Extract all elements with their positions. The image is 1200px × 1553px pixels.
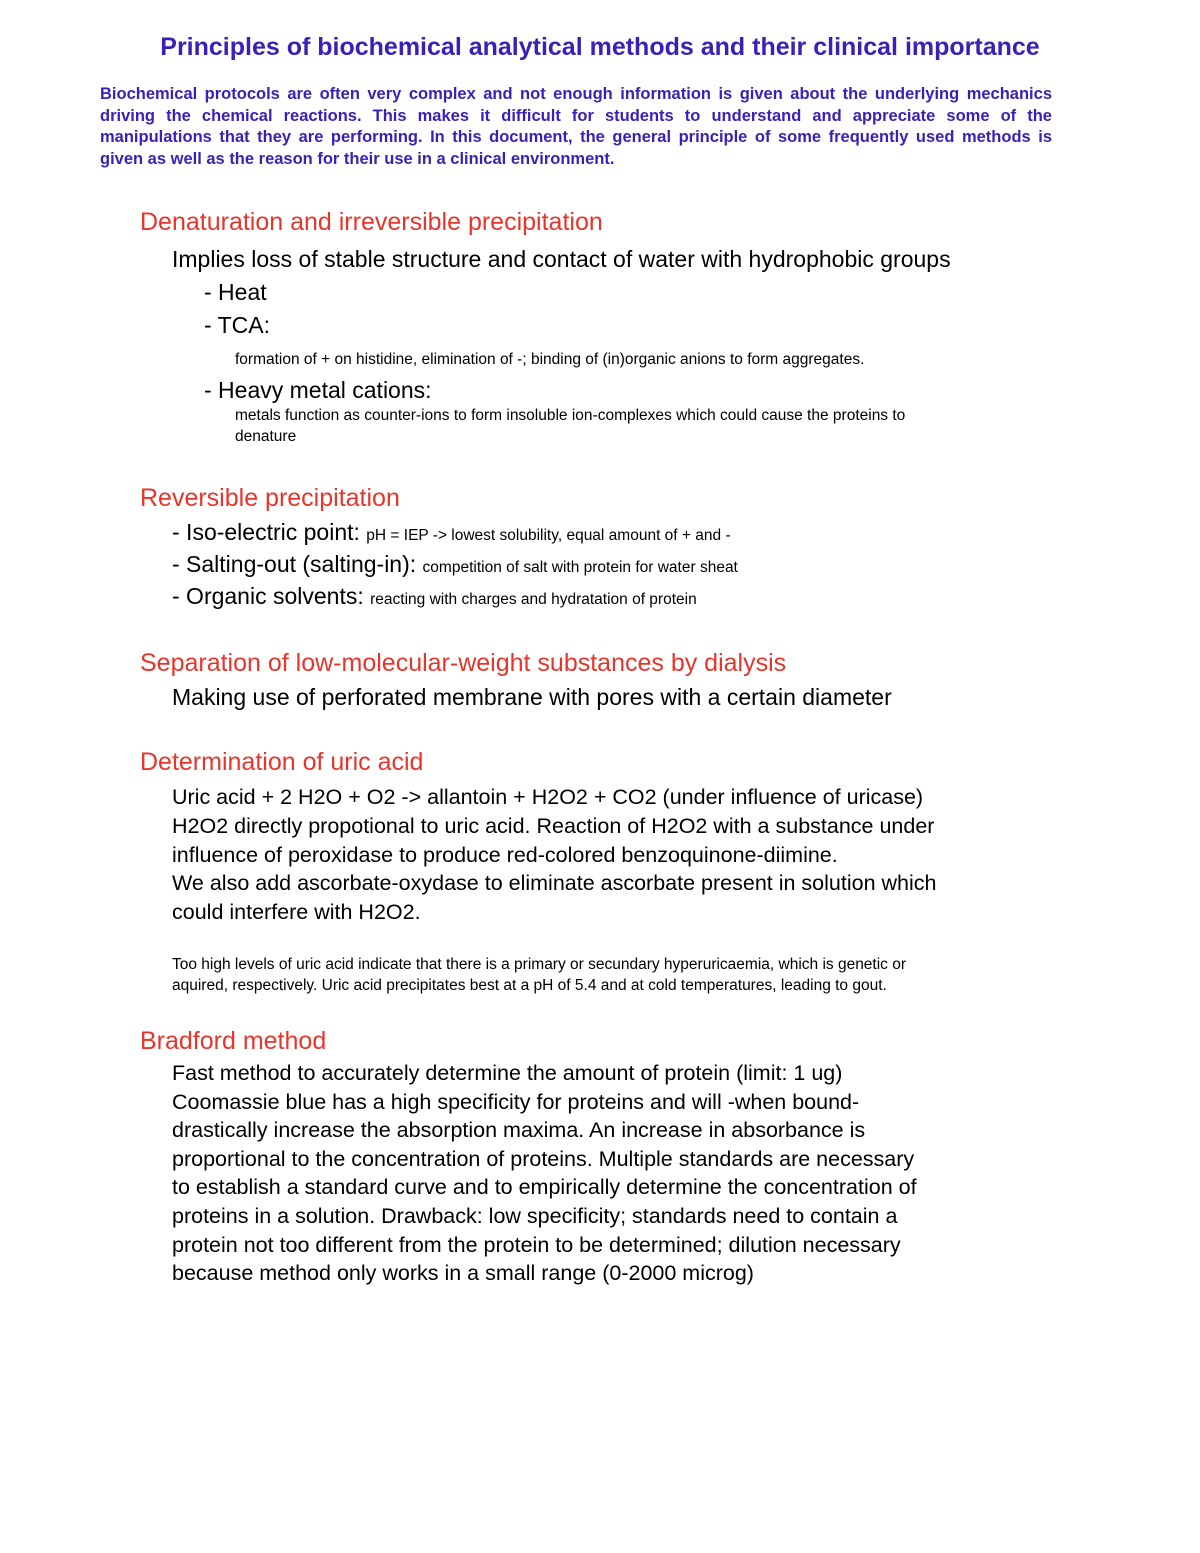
list-item-heat: - Heat xyxy=(204,279,267,305)
item-label: - Iso-electric point: xyxy=(172,519,360,545)
bradford-line: proportional to the concentration of proteins. Multiple standards are necessary xyxy=(172,1147,915,1171)
section-heading-denaturation: Denaturation and irreversible precipitation xyxy=(140,208,603,236)
item-detail: reacting with charges and hydratation of protein xyxy=(370,591,697,608)
list-item-tca: - TCA: xyxy=(204,312,271,338)
tca-detail: formation of + on histidine, elimination of -; binding of (in)organic anions to form aggregates. xyxy=(235,351,865,368)
item-label: - Salting-out (salting-in): xyxy=(172,551,417,577)
heavy-metal-detail-1: metals function as counter-ions to form insoluble ion-complexes which could cause the proteins to xyxy=(235,407,906,424)
section-heading-reversible: Reversible precipitation xyxy=(140,484,400,512)
dialysis-text: Making use of perforated membrane with pores with a certain diameter xyxy=(172,684,892,710)
list-item-heavy-metal: - Heavy metal cations: xyxy=(204,377,432,403)
intro-paragraph: Biochemical protocols are often very complex and not enough information is given about the underlying mechanics driving the chemical reactions. This makes it difficult for students to understand and appreciate some of the manipulations that they are performing. In this document, the general principle of some frequently used methods is given as well as the reason for their use in a clinical environment. xyxy=(100,85,1052,168)
page-title: Principles of biochemical analytical methods and their clinical importance xyxy=(160,33,1040,61)
uric-line: We also add ascorbate-oxydase to eliminate ascorbate present in solution which xyxy=(172,871,937,895)
heavy-metal-detail-2: denature xyxy=(235,428,297,445)
uric-note-1: Too high levels of uric acid indicate that there is a primary or secundary hyperuricaemia, which is genetic or xyxy=(172,956,907,973)
section-heading-uric-acid: Determination of uric acid xyxy=(140,748,424,776)
bradford-line: drastically increase the absorption maxima. An increase in absorbance is xyxy=(172,1118,866,1142)
uric-line: influence of peroxidase to produce red-colored benzoquinone-diimine. xyxy=(172,843,838,867)
item-label: - Organic solvents: xyxy=(172,583,364,609)
item-detail: competition of salt with protein for water sheat xyxy=(422,559,738,576)
list-item-salting-out xyxy=(172,551,738,578)
section-heading-bradford: Bradford method xyxy=(140,1027,327,1055)
bradford-line: Fast method to accurately determine the amount of protein (limit: 1 ug) xyxy=(172,1061,843,1085)
bradford-line: because method only works in a small range (0-2000 microg) xyxy=(172,1261,754,1285)
bradford-line: to establish a standard curve and to empirically determine the concentration of xyxy=(172,1175,917,1199)
uric-line: could interfere with H2O2. xyxy=(172,900,421,924)
item-detail: pH = IEP -> lowest solubility, equal amount of + and - xyxy=(366,527,731,544)
uric-note-2: aquired, respectively. Uric acid precipitates best at a pH of 5.4 and at cold temperatures, leading to gout. xyxy=(172,977,887,994)
section-heading-dialysis: Separation of low-molecular-weight substances by dialysis xyxy=(140,649,787,677)
bradford-line: Coomassie blue has a high specificity for proteins and will -when bound- xyxy=(172,1090,860,1114)
bradford-line: protein not too different from the protein to be determined; dilution necessary xyxy=(172,1233,901,1257)
denaturation-summary: Implies loss of stable structure and contact of water with hydrophobic groups xyxy=(172,246,951,272)
list-item-organic-solvents xyxy=(172,583,697,610)
uric-line: H2O2 directly propotional to uric acid. Reaction of H2O2 with a substance under xyxy=(172,814,935,838)
bradford-line: proteins in a solution. Drawback: low specificity; standards need to contain a xyxy=(172,1204,898,1228)
list-item-iso-electric xyxy=(172,519,731,546)
uric-line: Uric acid + 2 H2O + O2 -> allantoin + H2O2 + CO2 (under influence of uricase) xyxy=(172,785,924,809)
